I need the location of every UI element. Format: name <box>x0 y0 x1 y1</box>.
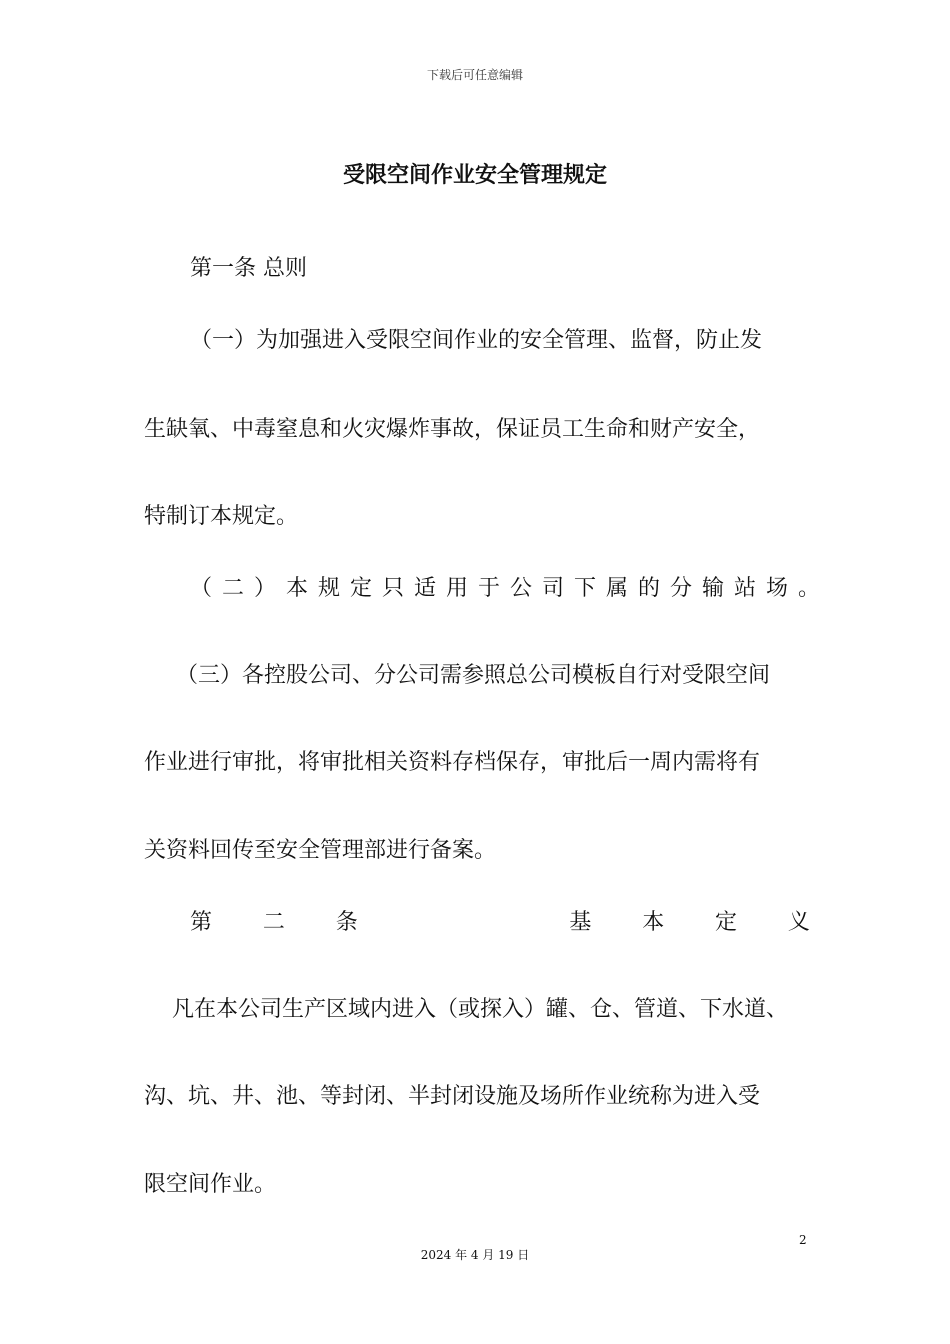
paragraph-3-line-2: 作业进行审批，将审批相关资料存档保存，审批后一周内需将有 <box>144 750 761 775</box>
article-2-char: 本 <box>642 910 665 935</box>
document-title: 受限空间作业安全管理规定 <box>342 163 607 188</box>
paragraph-4-line-1: 凡在本公司生产区域内进入（或探入）罐、仓、管道、下水道、 <box>172 997 789 1022</box>
article-2-char: 基 <box>569 910 592 935</box>
paragraph-4-line-2: 沟、坑、井、池、等封闭、半封闭设施及场所作业统称为进入受 <box>144 1084 761 1109</box>
paragraph-4-line-3: 限空间作业。 <box>144 1172 277 1197</box>
paragraph-2: （二）本规定只适用于公司下属的分输站场。 <box>190 576 831 601</box>
article-1-heading: 第一条 总则 <box>190 256 307 281</box>
article-2-char: 义 <box>787 910 810 935</box>
article-2-heading <box>190 908 810 938</box>
page-number: 2 <box>799 1233 807 1247</box>
paragraph-1-line-1: （一）为加强进入受限空间作业的安全管理、监督，防止发 <box>190 328 763 353</box>
paragraph-3-line-1: （三）各控股公司、分公司需参照总公司模板自行对受限空间 <box>176 663 771 688</box>
paragraph-1-line-3: 特制订本规定。 <box>144 504 299 529</box>
article-2-char: 二 <box>262 910 285 935</box>
paragraph-1-line-2: 生缺氧、中毒窒息和火灾爆炸事故，保证员工生命和财产安全， <box>144 417 761 442</box>
article-2-char: 第 <box>190 910 213 935</box>
article-2-char: 条 <box>335 910 358 935</box>
article-2-char: 定 <box>715 910 738 935</box>
download-note: 下载后可任意编辑 <box>426 68 523 82</box>
footer-date: 2024 年 4 月 19 日 <box>420 1248 530 1262</box>
paragraph-3-line-3: 关资料回传至安全管理部进行备案。 <box>144 838 497 863</box>
